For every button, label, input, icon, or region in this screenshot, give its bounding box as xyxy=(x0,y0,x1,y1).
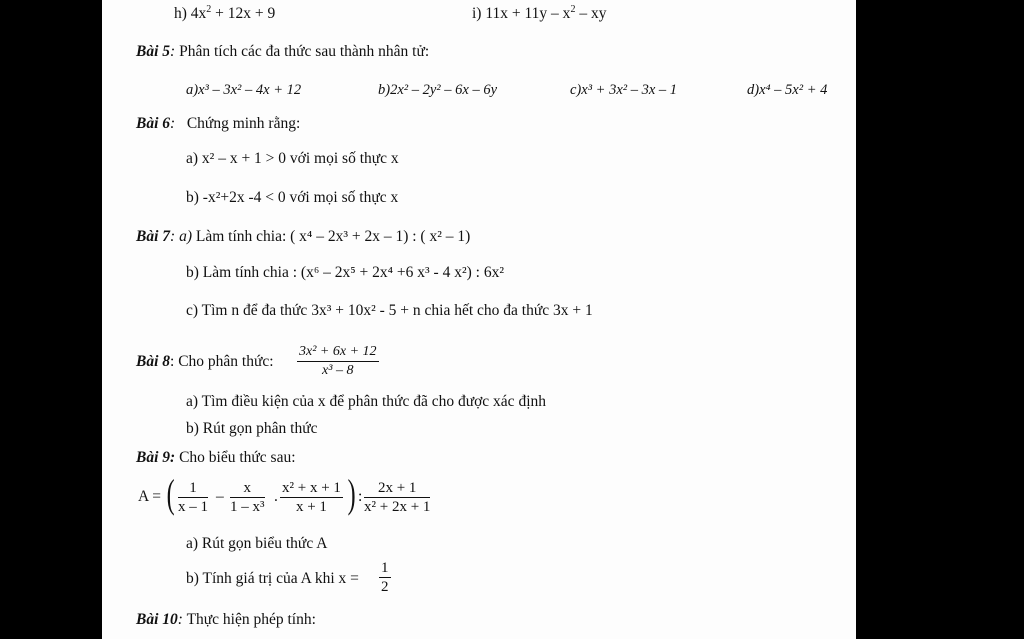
bai6-b: b) -x²+2x -4 < 0 với mọi số thực x xyxy=(186,189,399,206)
bai6-title: Bài 6 xyxy=(136,115,171,132)
dot-sign: . xyxy=(274,488,278,505)
bai5-title: Bài 5 xyxy=(136,43,171,60)
bai9-title: Bài 9: xyxy=(136,449,176,466)
expr-i-part2: – xy xyxy=(575,5,607,22)
bai5-c: c)x³ + 3x² – 3x – 1 xyxy=(570,82,678,98)
frac-4-den: x² + 2x + 1 xyxy=(364,499,431,515)
frac-2-num: x xyxy=(230,479,265,498)
bai8-text: Cho phân thức: xyxy=(178,353,274,370)
bai8-numerator: 3x² + 6x + 12 xyxy=(297,343,379,362)
label-h: h) xyxy=(174,5,187,22)
frac-1 xyxy=(178,479,208,516)
bai5-a: a)x³ – 3x² – 4x + 12 xyxy=(186,82,302,98)
expr-h-part2: + 12x + 9 xyxy=(211,5,276,22)
frac-3 xyxy=(280,479,343,516)
bai8-a: a) Tìm điều kiện của x để phân thức đã cho được xác định xyxy=(186,393,546,410)
expr-i-part1: 11x + 11y – x xyxy=(485,5,571,22)
bai5-heading: Bài 5: Phân tích các đa thức sau thành nhân tử: xyxy=(136,43,430,60)
bai10-title: Bài 10 xyxy=(136,611,178,628)
bai7-b: b) Làm tính chia : (x⁶ – 2x⁵ + 2x⁴ +6 x³ - 4 x²) : 6x² xyxy=(186,264,504,281)
minus-sign: – xyxy=(216,488,224,505)
bai6-heading: Bài 6: Chứng minh rằng: xyxy=(136,115,301,132)
bai7-a-text: Làm tính chia: ( x⁴ – 2x³ + 2x – 1) : ( x² – 1) xyxy=(195,228,471,245)
frac-2-den: 1 – x³ xyxy=(230,499,265,515)
frac-2 xyxy=(230,479,265,516)
bai8-title: Bài 8 xyxy=(136,353,171,370)
bai9-b-fraction xyxy=(379,559,391,596)
bai8-denominator: x³ – 8 xyxy=(322,363,354,378)
bai9-b-den: 2 xyxy=(381,579,389,595)
expr-A-label: A = xyxy=(138,488,161,505)
bai7-c: c) Tìm n để đa thức 3x³ + 10x² - 5 + n chia hết cho đa thức 3x + 1 xyxy=(186,302,593,319)
bai5-text: Phân tích các đa thức sau thành nhân tử: xyxy=(179,43,430,60)
bai6-text: Chứng minh rằng: xyxy=(186,115,301,132)
bai8-b: b) Rút gọn phân thức xyxy=(186,420,318,437)
bai9-a: a) Rút gọn biểu thức A xyxy=(186,535,328,552)
left-paren: ( xyxy=(166,471,175,516)
bai5-b: b)2x² – 2y² – 6x – 6y xyxy=(378,82,498,98)
frac-1-den: x – 1 xyxy=(178,499,208,515)
document-page xyxy=(102,0,856,639)
right-paren: ) xyxy=(347,471,356,516)
expr-h-part1: 4x xyxy=(190,5,207,22)
bai9-heading xyxy=(136,449,296,467)
frac-4 xyxy=(364,479,430,516)
exercise-h xyxy=(174,5,275,23)
bai9-b-num: 1 xyxy=(381,560,389,576)
expr-h-exp: 2 xyxy=(206,4,212,15)
bai7-a-line: Bài 7: a) Làm tính chia: ( x⁴ – 2x³ + 2x – 1) : ( x² – 1) xyxy=(136,228,471,245)
bai9-text: Cho biểu thức sau: xyxy=(179,449,296,466)
bai10-text: Thực hiện phép tính: xyxy=(186,611,316,628)
bai7-a-label: a) xyxy=(179,228,192,245)
bai10-heading: Bài 10: Thực hiện phép tính: xyxy=(136,611,316,628)
bai6-a: a) x² – x + 1 > 0 với mọi số thực x xyxy=(186,150,399,167)
bai8-heading: Bài 8: Cho phân thức: xyxy=(136,353,274,370)
bai8-fraction xyxy=(297,343,379,380)
frac-3-num: x² + x + 1 xyxy=(282,480,341,496)
frac-1-num: 1 xyxy=(178,479,208,498)
colon-sign: : xyxy=(358,488,363,505)
expr-i-exp: 2 xyxy=(570,4,576,15)
frac-3-den: x + 1 xyxy=(295,499,327,515)
frac-4-num: 2x + 1 xyxy=(364,479,430,498)
bai9-b-text: b) Tính giá trị của A khi x = xyxy=(186,570,359,587)
bai5-d: d)x⁴ – 5x² + 4 xyxy=(747,82,828,98)
bai7-title: Bài 7 xyxy=(136,228,171,245)
label-i: i) xyxy=(472,5,482,22)
exercise-i xyxy=(472,5,606,23)
